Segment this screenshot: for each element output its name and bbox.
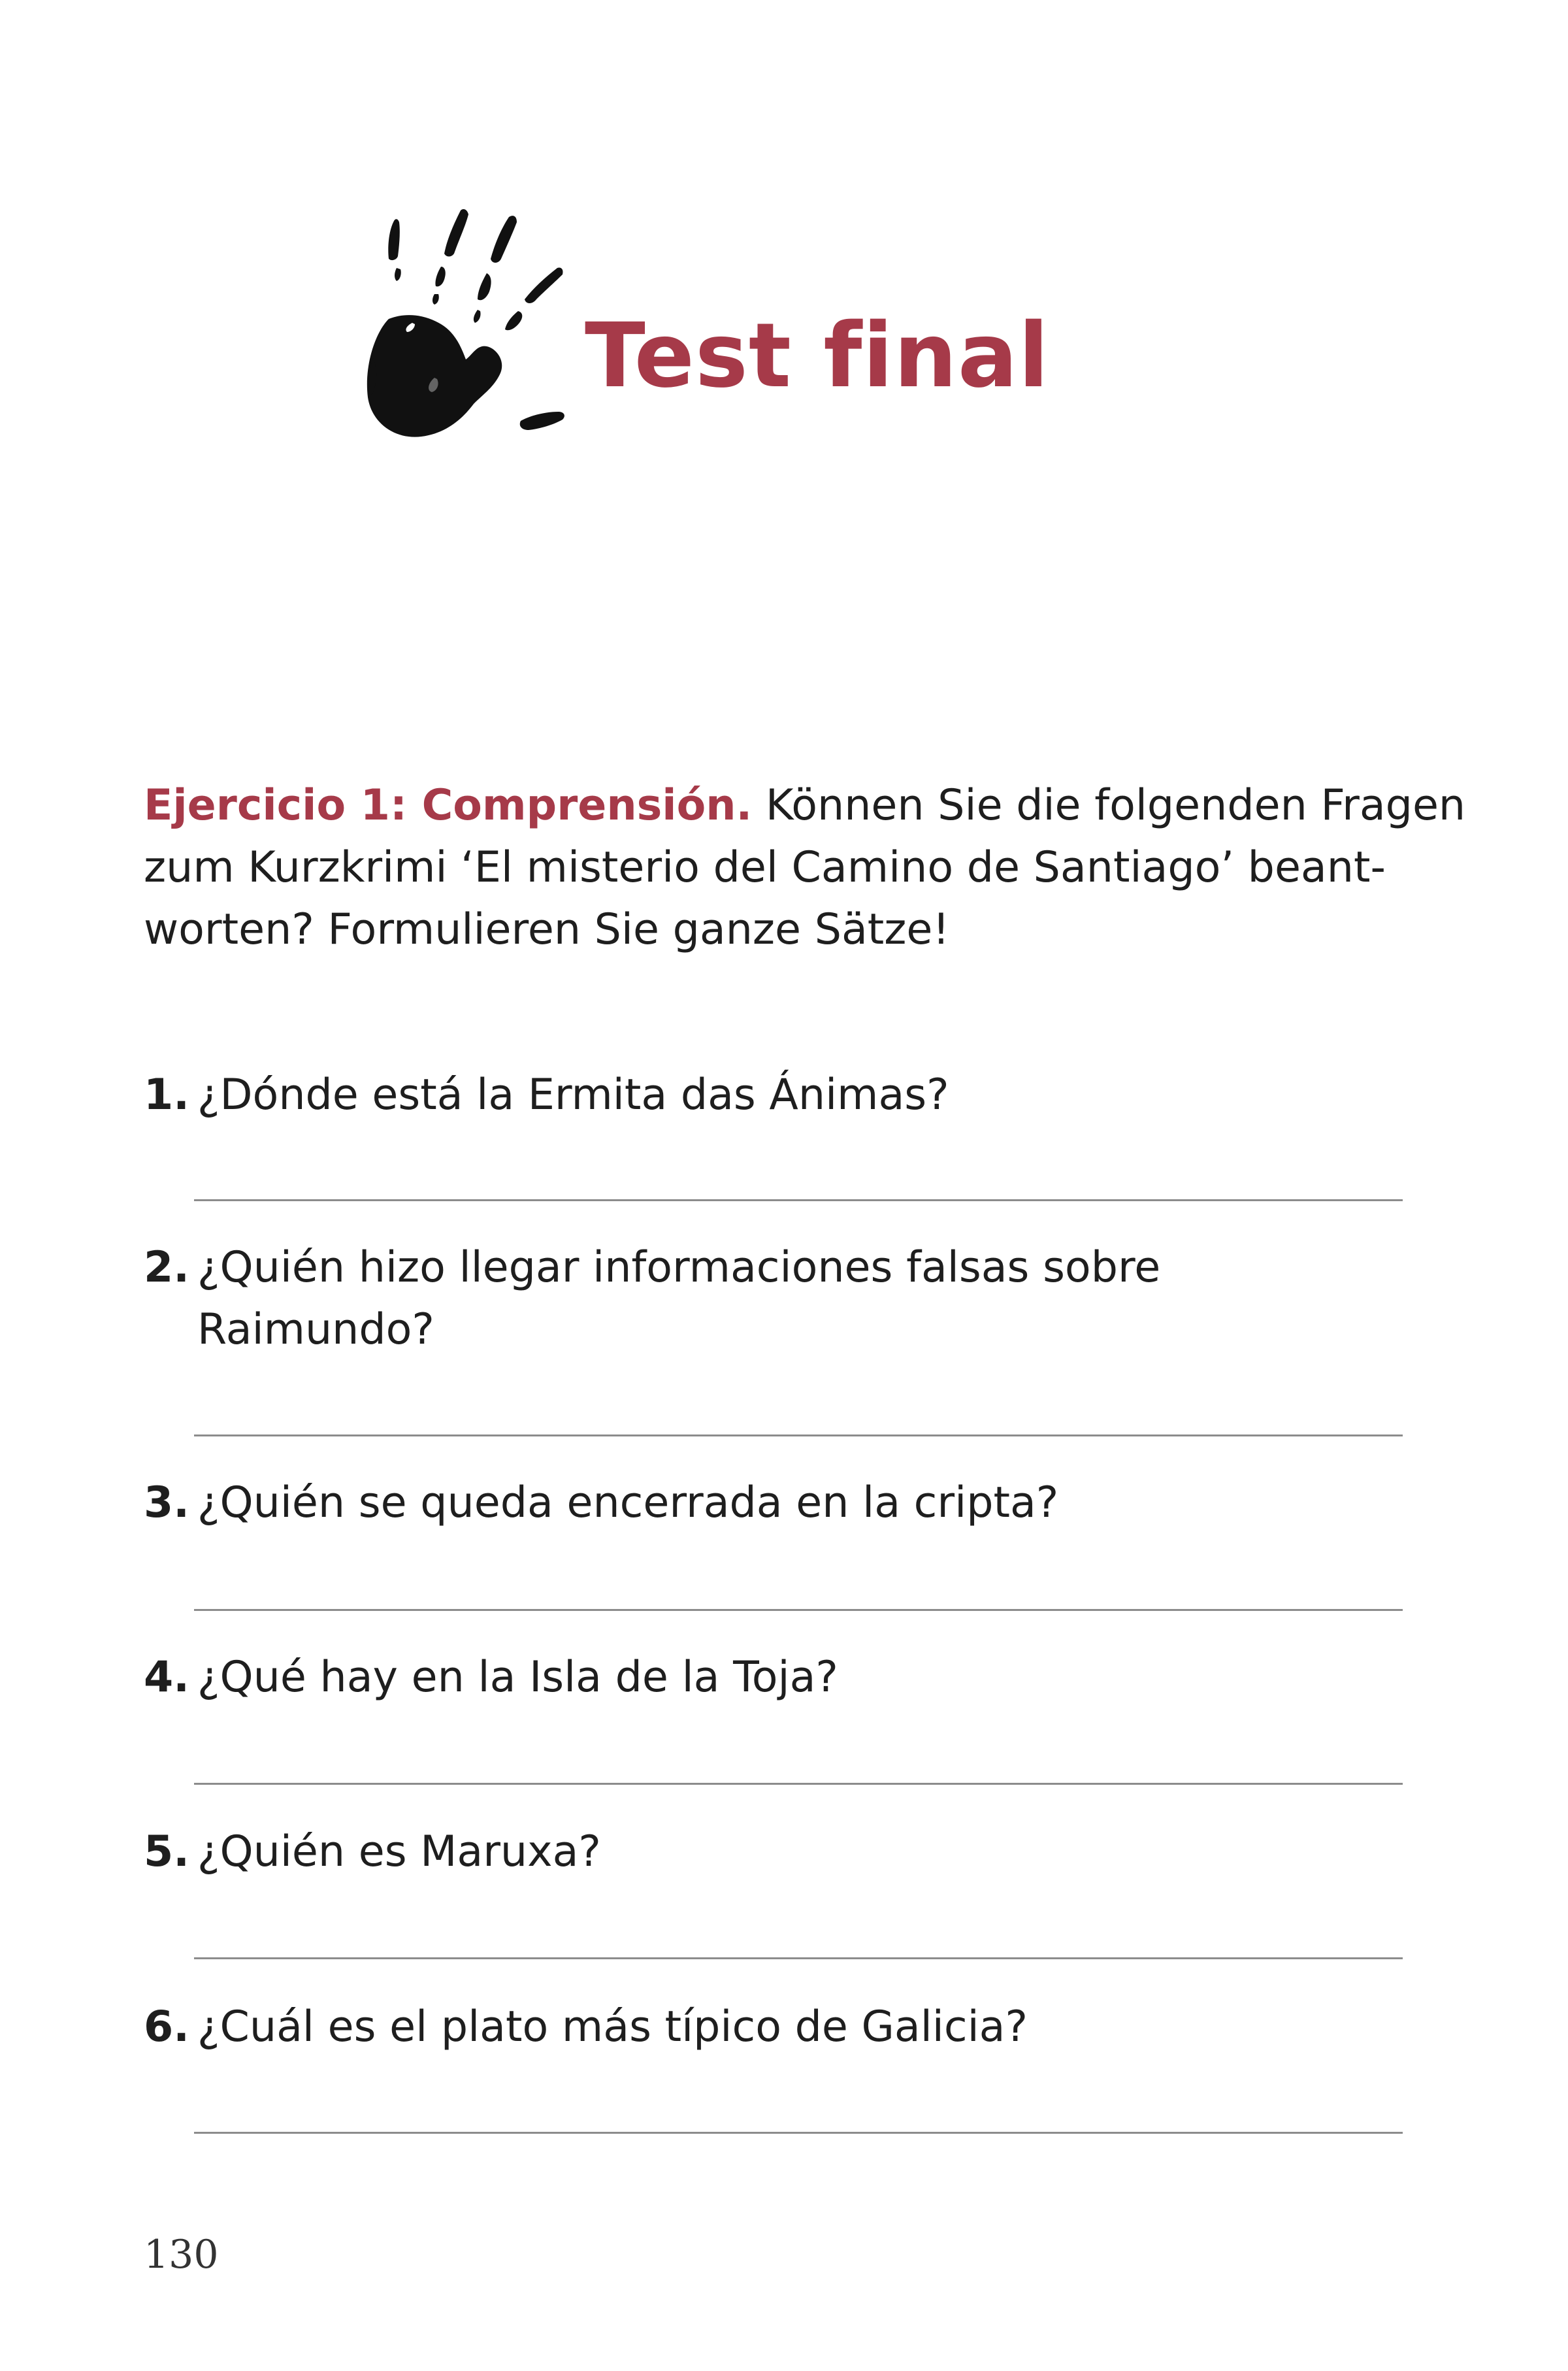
instructions-line-1 — [144, 774, 1466, 837]
page-title: Test final — [585, 305, 1050, 408]
question-text-line: ¿Dónde está la Ermita das Ánimas? — [197, 1070, 949, 1119]
question-text — [197, 1472, 1373, 1534]
instructions-line-2: zum Kurzkrimi ‘El misterio del Camino de Santiago’ beant- — [144, 843, 1386, 892]
question-text — [197, 1646, 1373, 1708]
answer-line[interactable] — [194, 2132, 1403, 2134]
question-number: 4. — [144, 1653, 189, 1702]
question-text-line: ¿Quién se queda encerrada en la cripta? — [197, 1478, 1059, 1527]
answer-line[interactable] — [194, 1783, 1403, 1785]
question-text — [197, 1821, 1373, 1883]
question-text — [197, 1996, 1373, 2058]
question-text-line: ¿Quién hizo llegar informaciones falsas sobre — [197, 1243, 1161, 1292]
answer-line[interactable] — [194, 1609, 1403, 1611]
question-number: 6. — [144, 2002, 189, 2051]
answer-line[interactable] — [194, 1957, 1403, 1959]
instructions-text: Können Sie die folgenden Fragen — [752, 781, 1466, 830]
question-number: 2. — [144, 1243, 189, 1292]
question-text-line: ¿Qué hay en la Isla de la Toja? — [197, 1653, 838, 1702]
exercise-instructions — [144, 774, 1466, 961]
question-text-line: ¿Cuál es el plato más típico de Galicia? — [197, 2002, 1028, 2051]
question-number: 1. — [144, 1070, 189, 1119]
handprint-icon — [350, 208, 585, 450]
question-text — [197, 1236, 1373, 1361]
exercise-label: Ejercicio 1: Comprensión. — [144, 781, 753, 830]
question-text-line: Raimundo? — [197, 1305, 434, 1354]
answer-line[interactable] — [194, 1199, 1403, 1201]
question-number: 3. — [144, 1478, 189, 1527]
instructions-line-3: worten? Formulieren Sie ganze Sätze! — [144, 905, 950, 954]
answer-line[interactable] — [194, 1434, 1403, 1436]
page-number: 130 — [144, 2232, 219, 2278]
question-number: 5. — [144, 1827, 189, 1876]
question-text — [197, 1064, 1373, 1126]
question-text-line: ¿Quién es Maruxa? — [197, 1827, 601, 1876]
